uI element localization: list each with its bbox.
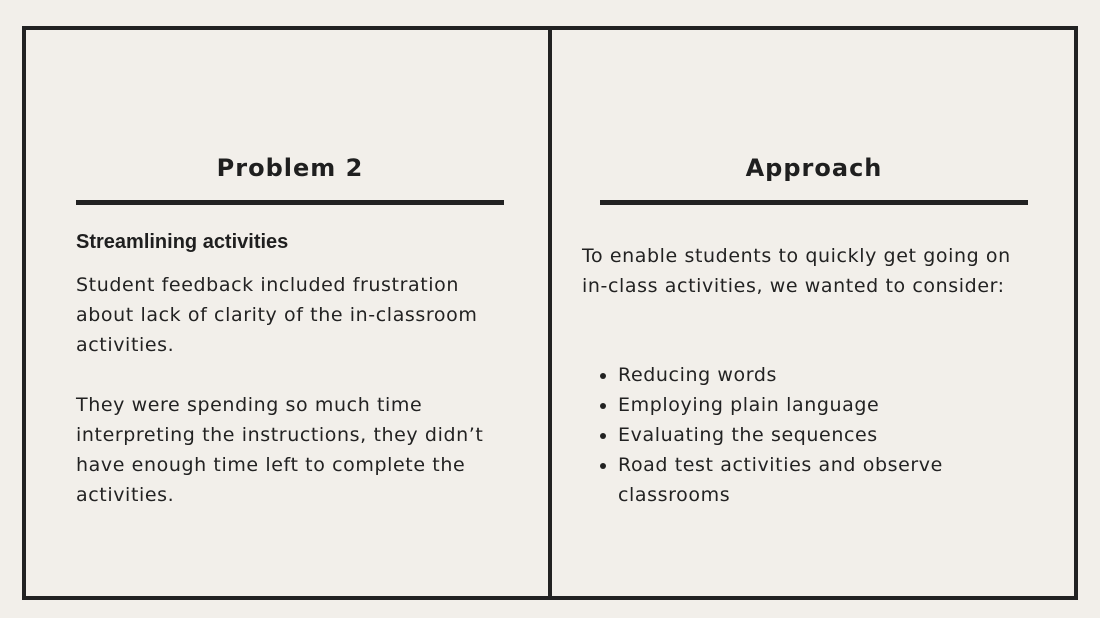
problem-paragraph-1: Student feedback included frustration about lack of clarity of the in-classroom activities. — [76, 274, 478, 356]
approach-panel — [582, 26, 1030, 600]
bullet-text: Road test activities and observe classrooms — [618, 454, 943, 506]
approach-heading: Approach — [745, 154, 883, 182]
problem-paragraph-2: They were spending so much time interpreting the instructions, they didn’t have enough time left to complete the activities. — [76, 394, 484, 506]
problem-panel — [76, 26, 506, 600]
column-divider — [548, 26, 552, 600]
problem-subheading: Streamlining activities — [76, 231, 289, 253]
bullet-dot-icon — [600, 433, 606, 439]
bullet-item — [600, 420, 1020, 450]
problem-heading: Problem 2 — [216, 154, 364, 182]
bullet-item — [600, 360, 1020, 390]
bullet-dot-icon — [600, 373, 606, 379]
bullet-item — [600, 450, 1020, 510]
approach-heading-rule — [600, 200, 1028, 205]
bullet-text: Reducing words — [618, 364, 778, 386]
bullet-text: Employing plain language — [618, 394, 880, 416]
bullet-dot-icon — [600, 463, 606, 469]
bullet-text: Evaluating the sequences — [618, 424, 878, 446]
approach-bullet-list — [600, 360, 1020, 510]
bullet-dot-icon — [600, 403, 606, 409]
approach-intro: To enable students to quickly get going on in-class activities, we wanted to consider: — [582, 245, 1011, 297]
bullet-item — [600, 390, 1020, 420]
problem-heading-rule — [76, 200, 504, 205]
